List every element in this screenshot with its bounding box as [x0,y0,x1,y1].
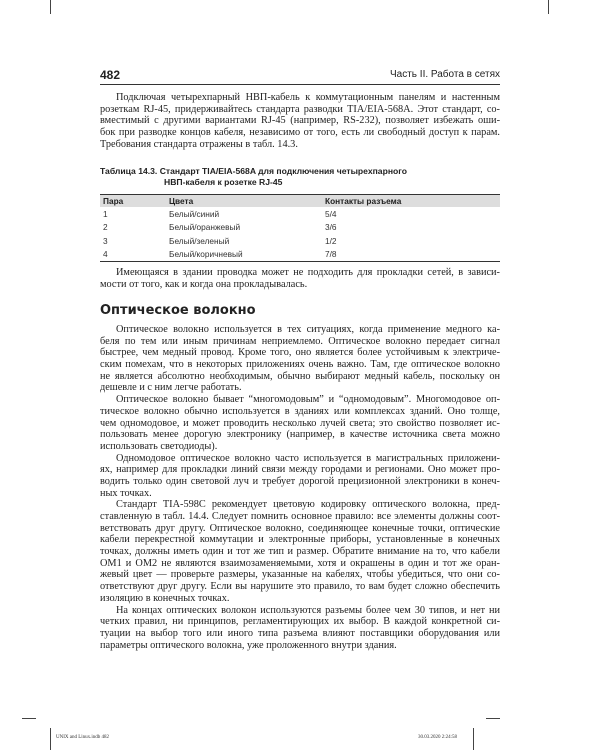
text-line: быстрее, чем медный провод. Кроме того, оно является более устойчивым к электриче- [100,347,500,359]
table-cell: 2 [103,222,108,233]
page-number: 482 [100,68,121,82]
text-line: ответствуют друг другу. Если вы нарушите это правило, то вам будет сложно обеспечить [100,581,500,593]
footer-timestamp: 30.03.2020 2:24:58 [418,735,458,740]
running-header [100,68,500,85]
text-line: ях, например для прокладки линий связи между городами и регионами. Оно может про- [100,464,500,476]
text-line: дешевле и с ним легче работать. [100,382,242,394]
text-line: мости от того, как и когда она прокладывалась. [100,278,308,290]
text-line: ных точках. [100,487,152,499]
crop-mark [548,0,549,14]
table-cell: 3 [103,235,108,246]
text-line: ветствовать друг другу. Оптическое волокно, соединяющее конечные точки, оптические [100,522,500,534]
pairs-table [100,194,500,262]
text-line: OM1 и OM2 не являются взаимозаменяемыми, хотя и окрашены в один и тот же оран- [100,557,500,569]
table-cell: Белый/коричневый [169,249,243,260]
text-line: Стандарт TIA-598C рекомендует цветовую кодировку оптического волокна, пред- [116,499,500,511]
text-line: кабели перекрестной коммутации и электронные приборы, установленные в конечных [100,534,500,546]
crop-mark [486,718,500,719]
crop-mark [50,0,51,14]
table-row [100,207,500,221]
text-line: точках, должны иметь один и тот же тип и размер. Обратите внимание на то, что кабели [100,546,500,558]
text-line: вместимый с другими вариантами RJ-45 (например, RS-232), позволяет избежать оши- [100,115,500,127]
text-line: Требования стандарта отражены в табл. 14.3. [100,138,298,150]
column-header: Цвета [166,195,322,208]
footer-file: UNIX and Linux.indb 482 [56,735,110,740]
text-line: На концах оптических волокон используются разъемы более чем 30 типов, и нет ни [116,604,500,616]
table-cell: 1 [103,208,108,219]
text-line: Имеющаяся в здании проводка может не подходить для прокладки сетей, в зависи- [116,267,500,278]
table-row [100,248,500,262]
table-cell: 3/6 [325,222,337,233]
text-line: Оптическое волокно бывает “многомодовым” и “одномодовым”. Многомодовое оп- [116,394,500,406]
crop-mark [50,728,51,750]
text-line: тическое волокно обычно используется в зданиях или комплексах зданий. Оно толще, [100,405,500,417]
table-cell: 1/2 [325,235,337,246]
paragraph [100,394,500,452]
table-cell: 7/8 [325,249,337,260]
part-title: Часть II. Работа в сетях [390,69,500,80]
table-cell: 5/4 [325,208,337,219]
text-line: розеткам RJ-45, придерживайтесь стандарта разводки TIA/EIA-568A. Этот стандарт, со- [100,103,500,115]
column-header: Пара [100,195,166,208]
section-title: Оптическое волокно [100,303,256,318]
text-line: жевый цвет — проверьте размеры, указанные на кабелях, чтобы убедиться, что они со- [100,569,500,581]
text-line: изоляцию в конечных точках. [100,592,230,604]
caption-line: НВП-кабеля к розетке RJ-45 [164,177,283,187]
text-line: беля по тем или иным причинам неприемлемо. Оптическое волокно передает сигнал [100,335,500,347]
text-line: туации на выбор того или иного типа разъема влияют поставщики оборудования или [100,627,500,639]
table-cell: Белый/оранжевый [169,222,241,233]
text-line: бок при разводке концов кабеля, независимо от того, есть ли свободный доступ к парам. [100,127,500,139]
crop-mark [473,728,474,750]
table-cell: 4 [103,249,108,260]
caption-line: Таблица 14.3. Стандарт TIA/EIA-568A для подключения четырехпарного [100,166,407,176]
text-line: чем одномодовое, и может проводить несколько лучей света; это свойство позволяет ис- [100,417,500,429]
text-line: ставленную в табл. 14.4. Следует помнить основное правило: все элементы должны соот- [100,511,500,522]
table-cell: Белый/зеленый [169,235,230,246]
paragraph [100,605,500,652]
text-line: параметры оптического волокна, уже проложенного внутри здания. [100,639,397,651]
paragraph-intro [100,92,500,150]
text-line: не является абсолютно необходимым, обычно выбирают медный кабель, поскольку он [100,370,500,382]
crop-mark [22,718,36,719]
text-line: пользовать менее дорогую электронику (например, в качестве источника света можно [100,429,500,441]
text-line: четких правил, ни принципов, регламентирующих их выбор. В каждой конкретной си- [100,616,500,628]
paragraph-wiring [100,267,500,290]
paragraph [100,499,500,604]
table-row [100,221,500,235]
section-body [100,324,500,651]
column-header: Контакты разъема [322,195,500,208]
text-line: Оптическое волокно используется в тех ситуациях, когда применение медного ка- [116,324,500,335]
table-row [100,234,500,248]
table-caption [100,166,500,188]
table-cell: Белый/синий [169,208,220,219]
text-line: использовать светодиоды). [100,440,218,452]
text-line: водить только один световой луч и требует дорогой прецизионной электроники в конеч- [100,475,500,487]
text-line: Подключая четырехпарный НВП-кабель к коммутационным панелям и настенным [116,92,500,103]
text-line: ским помехам, что в некоторых приложениях очень важно. Там, где оптическое волокно [100,359,500,371]
paragraph [100,324,500,394]
paragraph [100,453,500,500]
text-line: Одномодовое оптическое волокно часто используется в магистральных приложени- [116,452,500,464]
